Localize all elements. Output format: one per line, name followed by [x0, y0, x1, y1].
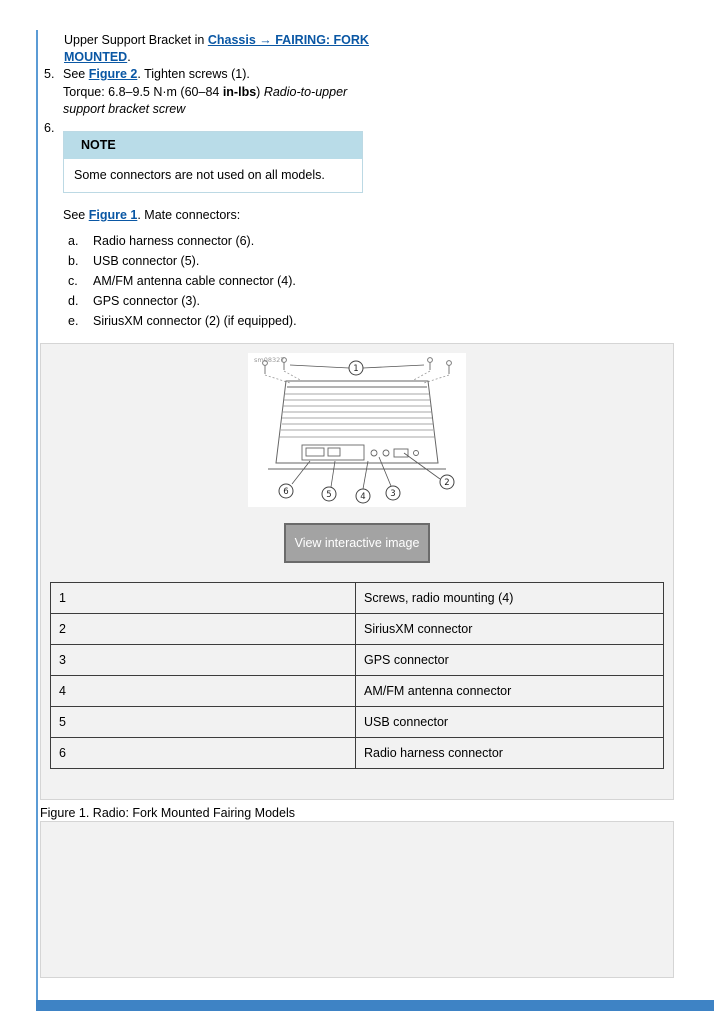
radio-connector-panel — [302, 445, 419, 460]
table-row — [51, 738, 664, 769]
diagram-callout-numbers — [283, 364, 449, 502]
sublist-letter: c. — [68, 274, 78, 288]
table-row — [51, 614, 664, 645]
callout-desc-cell: Radio harness connector — [356, 738, 664, 769]
connector-sublist — [68, 231, 393, 331]
callout-4-label: 4 — [360, 492, 366, 502]
torque-text: Torque: 6.8–9.5 N·m (60–84 — [63, 84, 223, 99]
note-title: NOTE — [81, 138, 116, 152]
note-box — [63, 131, 363, 193]
figure-1-caption: Figure 1. Radio: Fork Mounted Fairing Models — [40, 806, 295, 820]
item-5-see-text: See — [63, 67, 89, 81]
sublist-letter: b. — [68, 254, 79, 268]
note-header — [64, 132, 362, 159]
sublist-text: GPS connector (3). — [93, 294, 200, 308]
table-row — [51, 583, 664, 614]
item-6-tail-text: . Mate connectors: — [137, 208, 241, 222]
item-5-line-1 — [63, 66, 368, 84]
sublist-letter: a. — [68, 234, 79, 248]
item-6-instruction — [63, 207, 393, 224]
torque-close-text: ) — [256, 84, 264, 99]
list-item — [68, 291, 393, 311]
torque-fastener-name: Radio-to-upper support bracket screw — [63, 84, 348, 116]
section-left-rule — [36, 30, 38, 1011]
callout-number-cell: 3 — [51, 645, 356, 676]
list-item-6 — [44, 121, 393, 331]
sublist-text: SiriusXM connector (2) (if equipped). — [93, 314, 297, 328]
bottom-blue-bar — [36, 1000, 714, 1011]
callout-number-cell: 5 — [51, 707, 356, 738]
figure-legend-table — [50, 582, 664, 769]
table-row — [51, 707, 664, 738]
torque-units-bold: in-lbs — [222, 84, 257, 99]
sublist-text: Radio harness connector (6). — [93, 234, 255, 248]
figure-1-container — [40, 343, 674, 800]
callout-desc-cell: AM/FM antenna connector — [356, 676, 664, 707]
list-item-5 — [44, 66, 384, 119]
item-5-tail-text: . Tighten screws (1). — [137, 67, 250, 81]
callout-number-cell: 4 — [51, 676, 356, 707]
table-row — [51, 676, 664, 707]
item-5-body — [63, 66, 368, 119]
callout-desc-cell: GPS connector — [356, 645, 664, 676]
list-item — [68, 271, 393, 291]
callout-number-cell: 1 — [51, 583, 356, 614]
callout-number-cell: 2 — [51, 614, 356, 645]
intro-text: Upper Support Bracket in — [64, 33, 208, 47]
item-6-see-text: See — [63, 208, 89, 222]
callout-5-label: 5 — [326, 490, 332, 500]
figure-2-link[interactable]: Figure 2 — [88, 67, 138, 81]
list-item — [68, 251, 393, 271]
intro-period: . — [127, 50, 131, 64]
sublist-text: AM/FM antenna cable connector (4). — [93, 274, 296, 288]
figure-1-image — [248, 353, 466, 507]
callout-desc-cell: Screws, radio mounting (4) — [356, 583, 664, 614]
callout-1-label: 1 — [353, 364, 359, 374]
sublist-letter: e. — [68, 314, 79, 328]
figure-legend-table-wrap — [50, 582, 664, 769]
torque-line — [63, 84, 368, 119]
note-body-text: Some connectors are not used on all models. — [74, 168, 325, 182]
table-row — [51, 645, 664, 676]
callout-3-label: 3 — [390, 489, 396, 499]
list-item — [68, 311, 393, 331]
intro-paragraph — [64, 32, 369, 66]
diagram-code-label: sm08327 — [254, 356, 285, 364]
callout-number-cell: 6 — [51, 738, 356, 769]
item-6-number: 6. — [44, 121, 55, 135]
sublist-text: USB connector (5). — [93, 254, 200, 268]
item-5-number: 5. — [44, 67, 55, 81]
callout-desc-cell: SiriusXM connector — [356, 614, 664, 645]
list-item — [68, 231, 393, 251]
chassis-fairing-link[interactable]: Chassis → FAIRING: FORK MOUNTED — [64, 33, 369, 64]
figure-1-link[interactable]: Figure 1 — [88, 208, 138, 222]
view-interactive-image-button[interactable]: View interactive image — [284, 523, 430, 563]
item-6-body — [63, 121, 393, 331]
callout-2-label: 2 — [444, 478, 450, 488]
radio-vent-lines — [279, 394, 435, 437]
sublist-letter: d. — [68, 294, 79, 308]
figure-2-container — [40, 821, 674, 978]
callout-6-label: 6 — [283, 487, 289, 497]
callout-desc-cell: USB connector — [356, 707, 664, 738]
callout-leader-lines — [290, 365, 440, 489]
radio-diagram-svg — [248, 353, 466, 507]
